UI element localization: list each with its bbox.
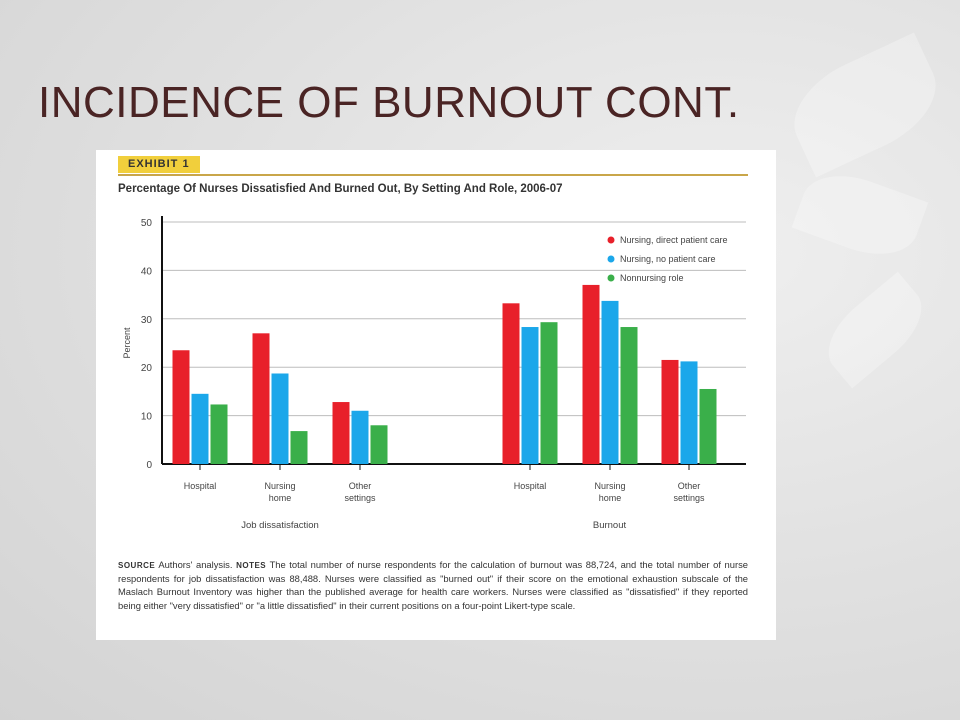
x-tick-label-line: Nursing — [594, 481, 626, 491]
bar — [602, 301, 619, 464]
x-tick-label-line: home — [598, 493, 622, 503]
source-text: Authors' analysis. — [158, 559, 233, 570]
x-tick-label — [344, 481, 376, 503]
x-tick-label-line: settings — [673, 493, 705, 503]
bar — [272, 373, 289, 464]
legend-swatch — [608, 237, 615, 244]
x-tick-label — [594, 481, 625, 503]
x-tick-label-line: Other — [348, 481, 372, 491]
bar — [352, 411, 369, 464]
background-leaf-decoration — [778, 33, 952, 178]
bar — [291, 431, 308, 464]
bar — [371, 425, 388, 464]
y-tick-label: 0 — [146, 460, 152, 471]
y-tick-label: 20 — [140, 363, 152, 375]
notes-label: NOTES — [236, 561, 267, 570]
legend-swatch — [608, 256, 615, 263]
legend-swatch — [608, 275, 615, 282]
legend-label: Nursing, no patient care — [620, 254, 716, 264]
bar — [522, 327, 539, 464]
bar — [173, 350, 190, 464]
group-label: Job dissatisfaction — [241, 520, 319, 531]
bar — [541, 322, 558, 464]
x-tick-label-line: Other — [677, 481, 701, 491]
bar — [192, 394, 209, 464]
source-notes — [118, 558, 748, 612]
x-tick-label-line: Hospital — [513, 481, 547, 491]
chart-title: Percentage Of Nurses Dissatisfied And Burned Out, By Setting And Role, 2006-07 — [118, 183, 563, 195]
bar — [700, 389, 717, 464]
source-label: SOURCE — [118, 561, 156, 570]
x-tick-label — [673, 481, 705, 503]
slide-title: INCIDENCE OF BURNOUT CONT. — [38, 78, 740, 127]
bar — [662, 360, 679, 464]
bar-chart — [96, 150, 776, 550]
x-tick-label-line: Nursing — [264, 481, 296, 491]
y-tick-label: 10 — [140, 411, 152, 423]
bar — [333, 402, 350, 464]
legend-label: Nonnursing role — [620, 273, 684, 283]
background-leaf-decoration — [792, 162, 929, 269]
x-tick-label — [514, 481, 547, 491]
group-label: Burnout — [592, 520, 627, 531]
legend-label: Nursing, direct patient care — [620, 235, 728, 245]
x-tick-label — [264, 481, 295, 503]
background-leaf-decoration — [814, 272, 937, 389]
x-tick-label-line: home — [268, 493, 292, 503]
x-tick-label — [184, 481, 217, 491]
bar — [621, 327, 638, 464]
bar — [253, 333, 270, 464]
y-tick-label: 50 — [140, 218, 152, 229]
x-tick-label-line: settings — [344, 493, 376, 503]
exhibit-label: EXHIBIT 1 — [118, 156, 200, 173]
bar — [503, 303, 520, 464]
exhibit-panel — [96, 150, 776, 640]
x-tick-label-line: Hospital — [183, 481, 217, 491]
bar — [211, 404, 228, 464]
y-tick-label: 30 — [140, 314, 152, 326]
bar — [583, 285, 600, 464]
y-tick-label: 40 — [140, 266, 152, 278]
bar — [681, 361, 698, 464]
notes-text: The total number of nurse respondents for the calculation of burnout was 88,724, and the total number of nurse respondents for job dissatisfaction was 88,488. Nurses were classified as "burned out" if their score on the emotional exhaustion subscale of the Maslach Burnout Inventory was higher than the published average for health care workers. Nurses were classified as "dissatisfied" if they reported being either "very dissatisfied" or "a little dissatisfied" in their current positions on a four-point Likert-type scale. — [118, 559, 748, 611]
y-axis-label: Percent — [122, 327, 132, 359]
